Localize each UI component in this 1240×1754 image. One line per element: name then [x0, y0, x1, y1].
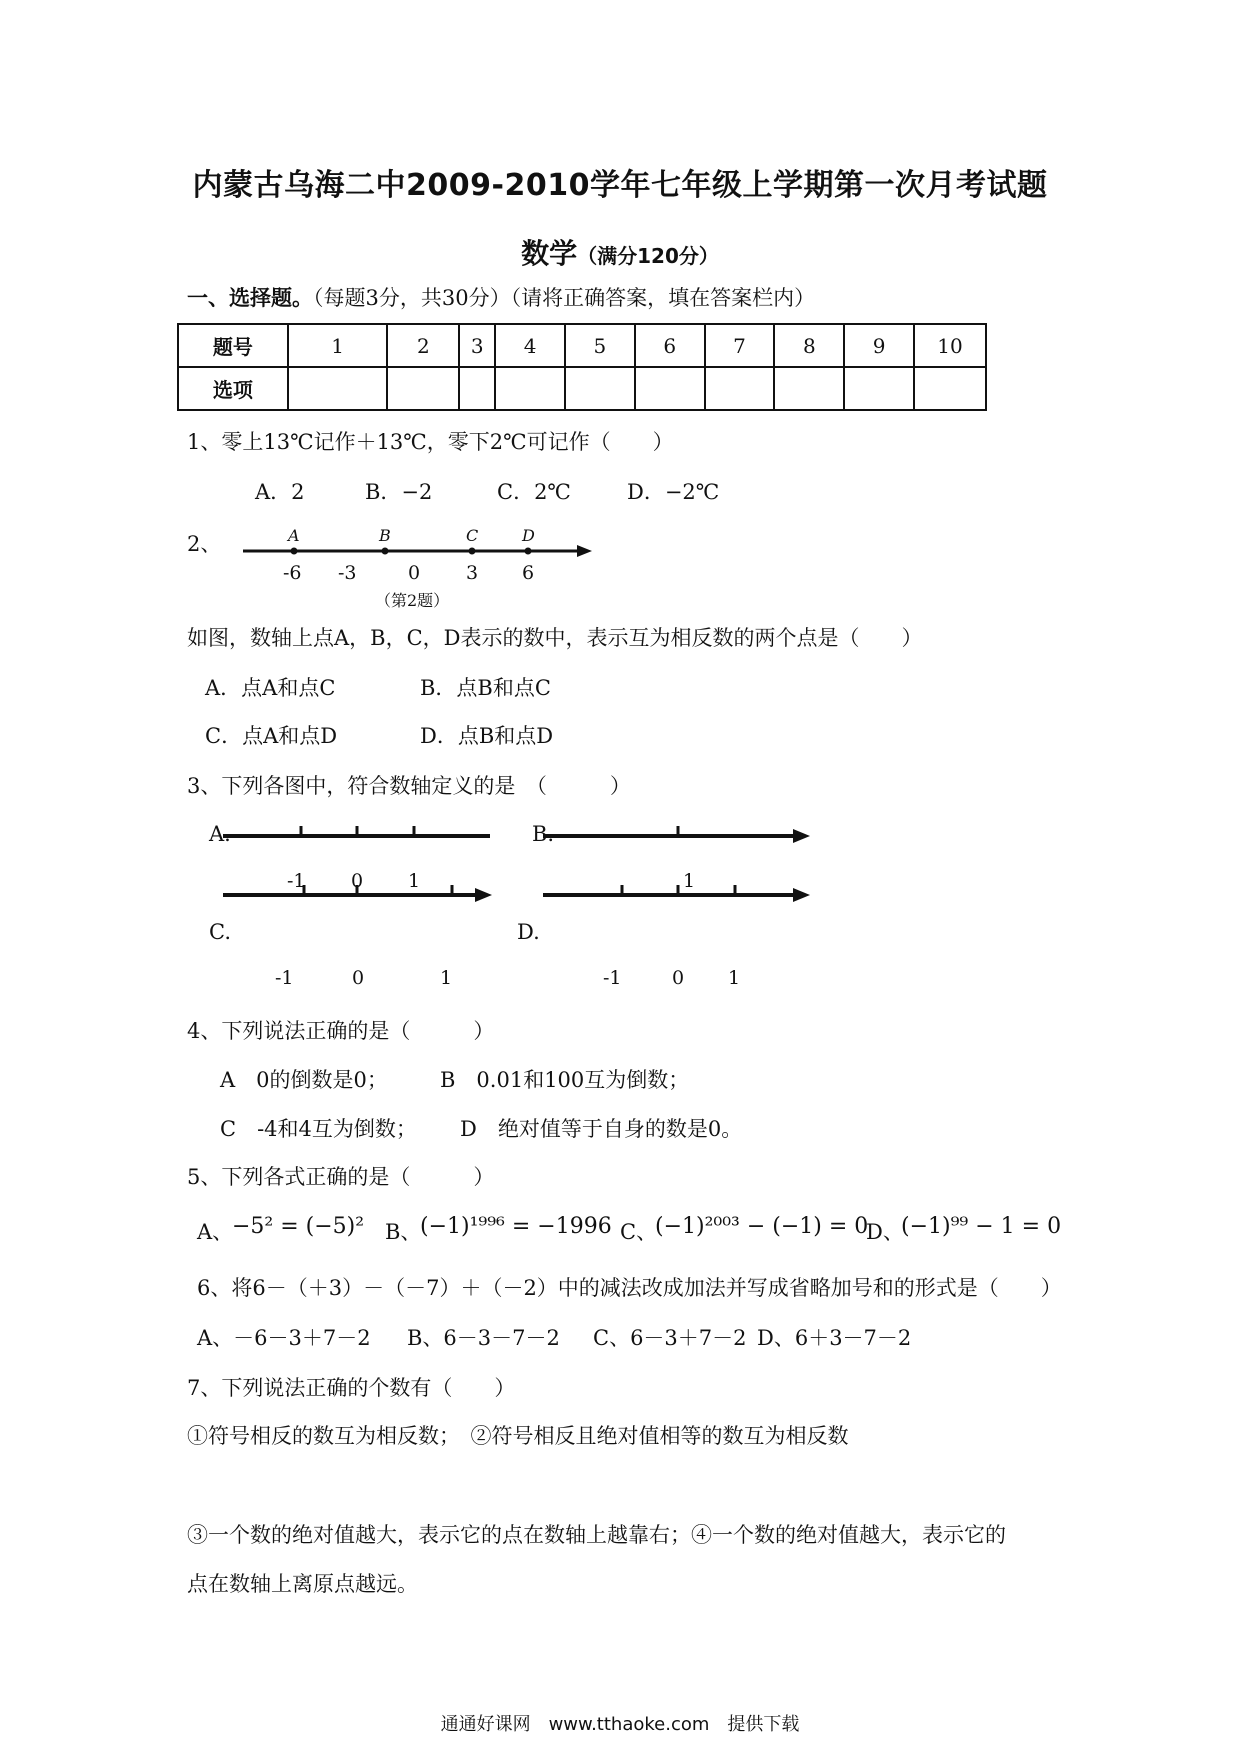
table-header-cell: 题号 [178, 324, 288, 367]
exam-subtitle [0, 232, 1240, 272]
q2-option-b: B．点B和点C [420, 676, 551, 700]
q2-option-d: D．点B和点D [420, 724, 554, 748]
q6-option-c: C、6－3＋7－2 [593, 1326, 747, 1350]
point-a-label: A [288, 526, 300, 545]
q2-tick-label: -6 [283, 562, 302, 584]
table-row [178, 324, 986, 367]
question-number-cell: 8 [774, 324, 844, 367]
q7-stem: 7、下列说法正确的个数有（ ） [187, 1376, 516, 1400]
answer-cell[interactable] [495, 367, 565, 410]
q2-tick-label: 6 [522, 562, 535, 584]
q5-stem: 5、下列各式正确的是（ ） [187, 1165, 495, 1189]
q5-expr-a: −5² = (−5)² [232, 1214, 365, 1239]
q2-option-a: A．点A和点C [205, 676, 336, 700]
q4-option-b: B 0.01和100互为倒数； [440, 1068, 690, 1092]
q1-option-a: A．2 [255, 480, 305, 504]
q3-b-arrow-head [793, 829, 810, 843]
q3-c-arrow-head [475, 888, 492, 902]
section-title: 一、选择题。 [187, 286, 313, 310]
q3-d-tick-label: -1 [603, 967, 622, 989]
q6-stem: 6、将6－（＋3）－（－7）＋（－2）中的减法改成加法并写成省略加号和的形式是（ ） [197, 1276, 1062, 1300]
q7-statements-1-2: ①符号相反的数互为相反数； ②符号相反且绝对值相等的数互为相反数 [187, 1424, 849, 1448]
q5-label-d: D、 [866, 1220, 904, 1244]
q5-expr-d: (−1)⁹⁹ − 1 = 0 [901, 1214, 1062, 1239]
q3-d-arrow-head [793, 888, 810, 902]
q3-c-tick-label: 0 [352, 967, 365, 989]
question-number-cell: 10 [914, 324, 986, 367]
q2-number: 2、 [187, 532, 222, 556]
question-number-cell: 2 [387, 324, 459, 367]
point-d-label: D [522, 526, 535, 545]
question-number-cell: 1 [288, 324, 388, 367]
answer-cell[interactable] [635, 367, 705, 410]
q5-expr-c: (−1)²⁰⁰³ − (−1) = 0 [655, 1214, 869, 1239]
answer-cell[interactable] [914, 367, 986, 410]
question-number-cell: 5 [565, 324, 635, 367]
q4-option-d: D 绝对值等于自身的数是0。 [460, 1117, 743, 1141]
q5-expr-b: (−1)¹⁹⁹⁶ = −1996 [420, 1214, 612, 1239]
point-c-label: C [466, 526, 479, 545]
q2-arrow-head [577, 545, 592, 557]
question-number-cell: 4 [495, 324, 565, 367]
question-number-cell: 6 [635, 324, 705, 367]
question-number-cell: 7 [705, 324, 775, 367]
q1-option-d: D．−2℃ [627, 480, 720, 504]
q3-c-tick-label: -1 [275, 967, 294, 989]
q3-label-b: B. [532, 822, 555, 846]
q2-tick-label: 3 [466, 562, 479, 584]
q3-b-tick-label: 1 [683, 870, 696, 892]
table-header-cell: 选项 [178, 367, 288, 410]
q3-a-tick-label: -1 [287, 870, 306, 892]
q1-stem: 1、零上13℃记作＋13℃，零下2℃可记作（ ） [187, 430, 674, 454]
q2-caption: （第2题） [375, 591, 450, 610]
q3-d-tick-label: 0 [672, 967, 685, 989]
answer-cell[interactable] [844, 367, 914, 410]
point-a-dot [291, 548, 298, 555]
q5-label-a: A、 [197, 1220, 234, 1244]
q3-a-tick-label: 0 [351, 870, 364, 892]
exam-title: 内蒙古乌海二中2009-2010学年七年级上学期第一次月考试题 [192, 168, 1048, 203]
q1-option-b: B．−2 [365, 480, 433, 504]
answer-cell[interactable] [387, 367, 459, 410]
q6-option-b: B、6－3－7－2 [407, 1326, 560, 1350]
q3-c-tick-label: 1 [440, 967, 453, 989]
point-b-dot [382, 548, 389, 555]
q3-stem: 3、下列各图中，符合数轴定义的是 （ ） [187, 774, 631, 798]
q2-tick-label: -3 [338, 562, 357, 584]
q5-label-c: C、 [620, 1220, 658, 1244]
point-c-dot [469, 548, 476, 555]
q5-label-b: B、 [385, 1220, 422, 1244]
q7-statements-3-4-line2: 点在数轴上离原点越远。 [187, 1572, 418, 1596]
subject-label: 数学 [521, 237, 578, 270]
answer-cell[interactable] [774, 367, 844, 410]
q1-option-c: C．2℃ [497, 480, 571, 504]
q4-option-a: A 0的倒数是0； [220, 1068, 388, 1092]
q6-option-d: D、6＋3－7－2 [757, 1326, 912, 1350]
question-number-cell: 9 [844, 324, 914, 367]
q2-stem: 如图，数轴上点A，B，C，D表示的数中，表示互为相反数的两个点是（ ） [187, 626, 923, 650]
q3-label-c: C. [209, 920, 231, 944]
q2-tick-label: 0 [408, 562, 421, 584]
answer-cell[interactable] [288, 367, 388, 410]
question-number-cell: 3 [459, 324, 495, 367]
q3-label-a: A. [209, 822, 231, 846]
q7-statements-3-4-line1: ③一个数的绝对值越大，表示它的点在数轴上越靠右；④一个数的绝对值越大，表示它的 [187, 1523, 1006, 1547]
point-d-dot [525, 548, 532, 555]
q3-a-tick-label: 1 [408, 870, 421, 892]
answer-cell[interactable] [705, 367, 775, 410]
table-row [178, 367, 986, 410]
q3-label-d: D. [517, 920, 540, 944]
answer-cell[interactable] [459, 367, 495, 410]
point-b-label: B [379, 526, 391, 545]
q4-option-c: C -4和4互为倒数； [220, 1117, 417, 1141]
section-note: （每题3分，共30分）（请将正确答案，填在答案栏内） [313, 286, 816, 310]
q3-d-tick-label: 1 [728, 967, 741, 989]
q6-option-a: A、－6－3＋7－2 [197, 1326, 371, 1350]
full-score-label: （满分120分） [577, 244, 719, 268]
footer-source: 通通好课网 www.tthaoke.com 提供下载 [440, 1714, 800, 1735]
answer-table [177, 323, 987, 411]
q2-option-c: C．点A和点D [205, 724, 338, 748]
section-heading [187, 282, 815, 312]
answer-cell[interactable] [565, 367, 635, 410]
q4-stem: 4、下列说法正确的是（ ） [187, 1019, 495, 1043]
